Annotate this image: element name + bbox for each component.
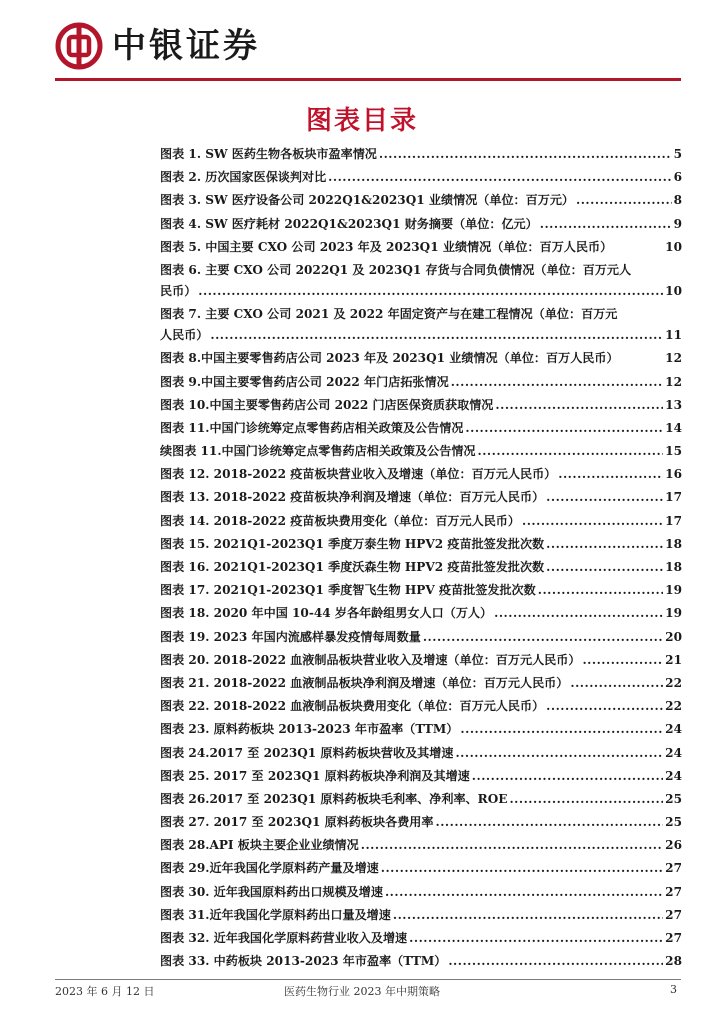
- toc-leader-dots: [509, 792, 663, 807]
- toc-entry-label: 图表 27. 2017 至 2023Q1 原料药板块各费用率: [160, 815, 434, 830]
- toc-entry-page: 24: [665, 745, 682, 760]
- toc-entry[interactable]: [160, 467, 682, 482]
- toc-leader-dots: [436, 815, 664, 830]
- toc-entry[interactable]: [160, 263, 682, 299]
- toc-entry-page: 6: [673, 170, 682, 185]
- toc-entry-label: 图表 28.API 板块主要企业业绩情况: [160, 838, 359, 853]
- toc-leader-dots: [558, 467, 663, 482]
- toc-entry[interactable]: [160, 908, 682, 923]
- toc-entry[interactable]: [160, 307, 682, 343]
- toc-entry-label: 图表 6. 主要 CXO 公司 2022Q1 及 2023Q1 存货与合同负债情况（单位：百万元人: [160, 262, 632, 277]
- toc-leader-dots: [409, 931, 663, 946]
- toc-entry-label: 图表 33. 中药板块 2013-2023 年市盈率（TTM）: [160, 954, 447, 969]
- toc-leader-dots: [328, 170, 671, 185]
- toc-entry-page: 18: [665, 560, 682, 574]
- toc-entry[interactable]: [160, 444, 682, 459]
- toc-entry[interactable]: [160, 170, 682, 185]
- toc-entry-label: 图表 17. 2021Q1-2023Q1 季度智飞生物 HPV 疫苗批签发批次数: [160, 583, 536, 598]
- toc-leader-dots: [494, 606, 663, 621]
- toc-entry-page: 8: [673, 193, 682, 208]
- toc-entry[interactable]: [160, 193, 682, 208]
- toc-leader-dots: [465, 421, 663, 436]
- toc-entry-label: 图表 11.中国门诊统筹定点零售药店相关政策及公告情况: [160, 420, 464, 435]
- toc-entry[interactable]: [160, 699, 682, 714]
- toc-leader-dots: [210, 328, 663, 343]
- toc-entry[interactable]: [160, 885, 682, 900]
- toc-entry[interactable]: [160, 630, 682, 645]
- toc-entry-label: 图表 4. SW 医疗耗材 2022Q1&2023Q1 财务摘要（单位：亿元）: [160, 216, 538, 231]
- footer-page-number: 3: [670, 983, 677, 996]
- toc-entry-page: 24: [665, 768, 682, 783]
- page-title: 图表目录: [305, 106, 418, 136]
- toc-leader-dots: [393, 908, 663, 923]
- toc-entry[interactable]: [160, 560, 682, 575]
- table-of-figures: [160, 147, 682, 977]
- toc-leader-dots: [546, 537, 663, 552]
- toc-entry-page: 27: [665, 907, 682, 922]
- toc-entry-page: 19: [665, 583, 682, 598]
- toc-leader-dots: [448, 954, 663, 969]
- toc-leader-dots: [582, 653, 663, 668]
- toc-entry-label: 图表 24.2017 至 2023Q1 原料药板块营收及其增速: [160, 745, 454, 760]
- toc-entry-label: 续图表 11.中国门诊统筹定点零售药店相关政策及公告情况: [160, 444, 476, 459]
- toc-entry-page: 13: [665, 397, 682, 412]
- toc-leader-dots: [455, 746, 663, 761]
- toc-leader-dots: [478, 444, 664, 459]
- toc-entry-label: 图表 8.中国主要零售药店公司 2023 年及 2023Q1 业绩情况（单位：百万人民币）: [160, 351, 619, 366]
- toc-entry-page: 27: [665, 884, 682, 899]
- toc-entry-page: 20: [665, 629, 682, 644]
- toc-entry-page: 21: [665, 652, 682, 667]
- toc-entry[interactable]: [160, 861, 682, 876]
- toc-entry-page: 10: [665, 239, 682, 254]
- toc-entry-label: 图表 2. 历次国家医保谈判对比: [160, 170, 327, 185]
- toc-leader-dots: [576, 193, 672, 208]
- toc-entry[interactable]: [160, 653, 682, 668]
- toc-entry-label: 图表 21. 2018-2022 血液制品板块净利润及增速（单位：百万元人民币）: [160, 675, 569, 690]
- toc-entry-page: 19: [665, 606, 682, 621]
- toc-leader-dots: [451, 375, 663, 390]
- footer-rule: [55, 979, 681, 980]
- toc-entry-label: 图表 12. 2018-2022 疫苗板块营业收入及增速（单位：百万元人民币）: [160, 467, 557, 482]
- toc-entry-page: 16: [665, 467, 682, 482]
- toc-entry-page: 9: [673, 216, 682, 231]
- toc-leader-dots: [570, 676, 663, 691]
- toc-entry-label: 图表 25. 2017 至 2023Q1 原料药板块净利润及其增速: [160, 768, 470, 783]
- toc-entry-page: 28: [665, 954, 682, 969]
- toc-entry[interactable]: [160, 606, 682, 621]
- toc-leader-dots: [472, 769, 663, 784]
- toc-entry[interactable]: [160, 931, 682, 946]
- header-rule: [55, 78, 681, 81]
- footer-date: 2023 年 6 月 12 日: [55, 985, 155, 998]
- toc-entry-label: 图表 3. SW 医疗设备公司 2022Q1&2023Q1 业绩情况（单位：百万元）: [160, 193, 575, 208]
- toc-entry-label: 图表 13. 2018-2022 疫苗板块净利润及增速（单位：百万元人民币）: [160, 490, 545, 505]
- toc-entry-page: 22: [665, 675, 682, 690]
- toc-entry-page: 25: [665, 791, 682, 806]
- toc-leader-dots: [546, 699, 663, 714]
- toc-entry[interactable]: [160, 240, 682, 255]
- toc-entry-label: 图表 19. 2023 年国内流感样暴发疫情每周数量: [160, 629, 421, 644]
- toc-entry[interactable]: [160, 815, 682, 830]
- toc-leader-dots: [198, 284, 663, 299]
- toc-entry-label: 图表 14. 2018-2022 疫苗板块费用变化（单位：百万元人民币）: [160, 513, 520, 528]
- footer-document-title: 医药生物行业 2023 年中期策略: [284, 985, 440, 998]
- toc-entry[interactable]: [160, 746, 682, 761]
- toc-entry-label: 图表 30. 近年我国原料药出口规模及增速: [160, 884, 383, 899]
- toc-leader-dots: [361, 838, 663, 853]
- bank-of-china-logo-icon: [55, 22, 103, 70]
- toc-entry-label-continued: 人民币）: [160, 328, 209, 343]
- toc-entry-label: 图表 9.中国主要零售药店公司 2022 年门店拓张情况: [160, 374, 449, 389]
- toc-leader-dots: [379, 147, 672, 162]
- toc-leader-dots: [546, 490, 663, 505]
- toc-entry[interactable]: [160, 514, 682, 529]
- toc-entry-page: 24: [665, 722, 682, 737]
- toc-entry[interactable]: [160, 954, 682, 969]
- toc-entry-page: 10: [665, 283, 682, 298]
- toc-entry-label: 图表 7. 主要 CXO 公司 2021 及 2022 年固定资产与在建工程情况（单位：百万元: [160, 307, 618, 322]
- toc-entry[interactable]: [160, 537, 682, 552]
- toc-entry-label: 图表 22. 2018-2022 血液制品板块费用变化（单位：百万元人民币）: [160, 699, 545, 714]
- toc-entry-label: 图表 29.近年我国化学原料药产量及增速: [160, 861, 379, 876]
- toc-entry[interactable]: [160, 421, 682, 436]
- toc-entry-page: 26: [665, 838, 682, 853]
- toc-entry-label: 图表 10.中国主要零售药店公司 2022 门店医保资质获取情况: [160, 397, 494, 412]
- toc-entry-label: 图表 16. 2021Q1-2023Q1 季度沃森生物 HPV2 疫苗批签发批次数: [160, 560, 545, 574]
- page-header: [0, 0, 724, 92]
- toc-entry[interactable]: [160, 375, 682, 390]
- toc-entry-label: 图表 18. 2020 年中国 10-44 岁各年龄组男女人口（万人）: [160, 606, 493, 621]
- toc-entry-page: 17: [665, 490, 682, 505]
- toc-entry[interactable]: [160, 217, 682, 232]
- toc-entry-label: 图表 5. 中国主要 CXO 公司 2023 年及 2023Q1 业绩情况（单位：百万人民币）: [160, 239, 613, 254]
- toc-entry[interactable]: [160, 838, 682, 853]
- toc-leader-dots: [385, 885, 663, 900]
- toc-leader-dots: [381, 861, 663, 876]
- toc-leader-dots: [423, 630, 663, 645]
- toc-entry[interactable]: [160, 398, 682, 413]
- toc-entry[interactable]: [160, 769, 682, 784]
- toc-entry[interactable]: [160, 676, 682, 691]
- toc-entry-label: 图表 1. SW 医药生物各板块市盈率情况: [160, 147, 377, 161]
- toc-entry-page: 22: [665, 699, 682, 714]
- toc-leader-dots: [522, 514, 663, 529]
- toc-entry-page: 14: [665, 420, 682, 435]
- toc-entry-label: 图表 20. 2018-2022 血液制品板块营业收入及增速（单位：百万元人民币）: [160, 652, 581, 667]
- toc-entry-page: 27: [665, 861, 682, 876]
- toc-entry[interactable]: [160, 147, 682, 162]
- toc-leader-dots: [538, 583, 663, 598]
- toc-entry[interactable]: [160, 490, 682, 505]
- toc-entry-page: 12: [665, 351, 682, 366]
- toc-entry-page: 27: [665, 931, 682, 945]
- toc-entry-page: 12: [665, 374, 682, 389]
- toc-entry-label-continued: 民币）: [160, 283, 197, 298]
- toc-entry-page: 25: [665, 815, 682, 830]
- toc-entry[interactable]: [160, 351, 682, 366]
- toc-entry-page: 18: [665, 536, 682, 551]
- toc-entry[interactable]: [160, 792, 682, 807]
- toc-leader-dots: [460, 722, 663, 737]
- toc-entry-label: 图表 32. 近年我国化学原料药营业收入及增速: [160, 931, 408, 945]
- toc-leader-dots: [540, 217, 672, 232]
- toc-entry-label: 图表 31.近年我国化学原料药出口量及增速: [160, 907, 391, 922]
- toc-entry-label: 图表 15. 2021Q1-2023Q1 季度万泰生物 HPV2 疫苗批签发批次数: [160, 536, 545, 551]
- toc-entry-page: 17: [665, 513, 682, 528]
- toc-leader-dots: [495, 398, 663, 413]
- toc-entry[interactable]: [160, 583, 682, 598]
- toc-entry-label: 图表 26.2017 至 2023Q1 原料药板块毛利率、净利率、ROE: [160, 791, 508, 806]
- toc-leader-dots: [546, 560, 663, 575]
- toc-entry-page: 11: [665, 328, 682, 343]
- toc-entry-label: 图表 23. 原料药板块 2013-2023 年市盈率（TTM）: [160, 722, 459, 737]
- toc-entry-page: 15: [665, 444, 682, 459]
- brand-name: 中银证券: [112, 26, 260, 66]
- toc-entry[interactable]: [160, 722, 682, 737]
- toc-entry-page: 5: [673, 147, 682, 161]
